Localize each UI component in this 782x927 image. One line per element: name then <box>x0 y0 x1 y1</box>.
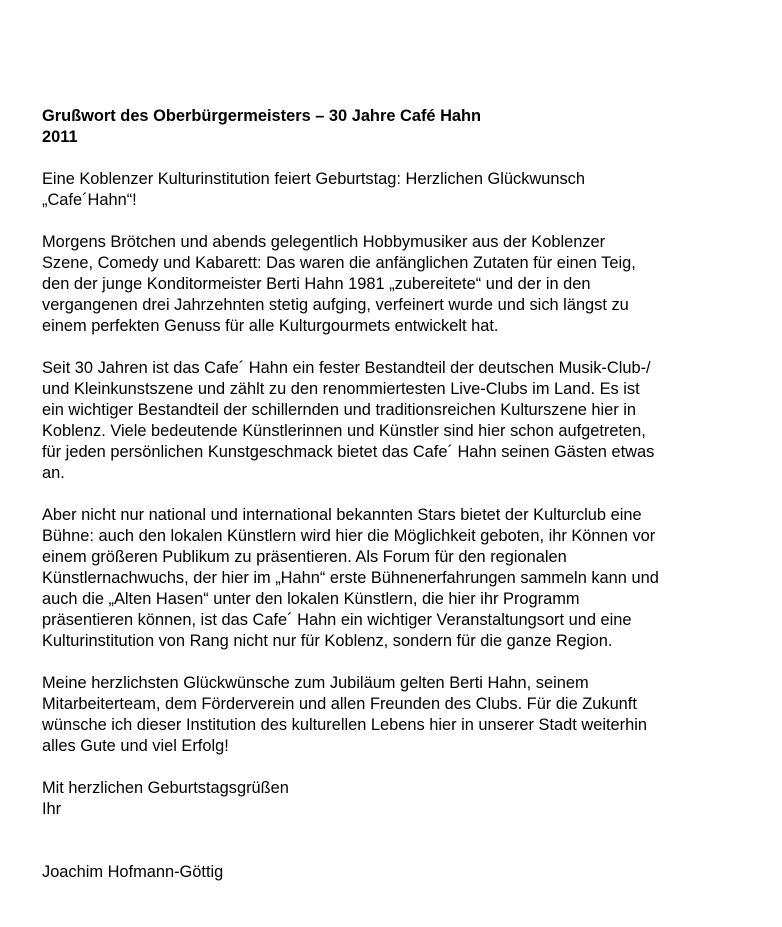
closing-text: Mit herzlichen Geburtstagsgrüßen Ihr <box>42 779 289 818</box>
title-year: 2011 <box>42 128 78 146</box>
paragraph-club-scene: Seit 30 Jahren ist das Cafe´ Hahn ein fester Bestandteil der deutschen Musik-Club-/ und Kleinkunstszene und zählt zu den renommiertesten Live-Clubs im Land. Es ist ein wichtiger Bestandteil der schillernden und traditionsreichen Kulturszene hier in Koblenz. Viele bedeutende Künstlerinnen und Künstler sind hier schon aufgetreten, für jeden persönlichen Kunstgeschmack bietet das Cafe´ Hahn seinen Gästen etwas an. <box>42 359 655 482</box>
letter-page <box>42 106 742 883</box>
title-line-1: Grußwort des Oberbürgermeisters – 30 Jahre Café Hahn <box>42 107 482 125</box>
letter-title <box>42 106 742 148</box>
paragraph-history: Morgens Brötchen und abends gelegentlich Hobbymusiker aus der Koblenzer Szene, Comedy und Kabarett: Das waren die anfänglichen Zutaten für einen Teig, den der junge Konditormeister Berti Hahn 1981 „zubereitete“ und der in den vergangenen drei Jahrzehnten stetig aufging, verfeinert wurde und sich längst zu einem perfekten Genuss für alle Kulturgourmets entwickelt hat. <box>42 233 636 335</box>
signature-name: Joachim Hofmann-Göttig <box>42 863 224 881</box>
paragraph-congratulations: Meine herzlichsten Glückwünsche zum Jubiläum gelten Berti Hahn, seinem Mitarbeiterteam, dem Förderverein und allen Freunden des Clubs. Für die Zukunft wünsche ich dieser Institution des kulturellen Lebens hier in unserer Stadt weiterhin alles Gute und viel Erfolg! <box>42 674 647 755</box>
paragraph-greeting: Eine Koblenzer Kulturinstitution feiert Geburtstag: Herzlichen Glückwunsch „Cafe´Hahn“! <box>42 170 585 209</box>
paragraph-local-artists: Aber nicht nur national und international bekannten Stars bietet der Kulturclub eine Bühne: auch den lokalen Künstlern wird hier die Möglichkeit geboten, ihr Können vor einem größeren Publikum zu präsentieren. Als Forum für den regionalen Künstlernachwuchs, der hier im „Hahn“ erste Bühnenerfahrungen sammeln kann und auch die „Alten Hasen“ unter den lokalen Künstlern, die hier ihr Programm präsentieren können, ist das Cafe´ Hahn ein wichtiger Veranstaltungsort und eine Kulturinstitution von Rang nicht nur für Koblenz, sondern für die ganze Region. <box>42 506 659 650</box>
